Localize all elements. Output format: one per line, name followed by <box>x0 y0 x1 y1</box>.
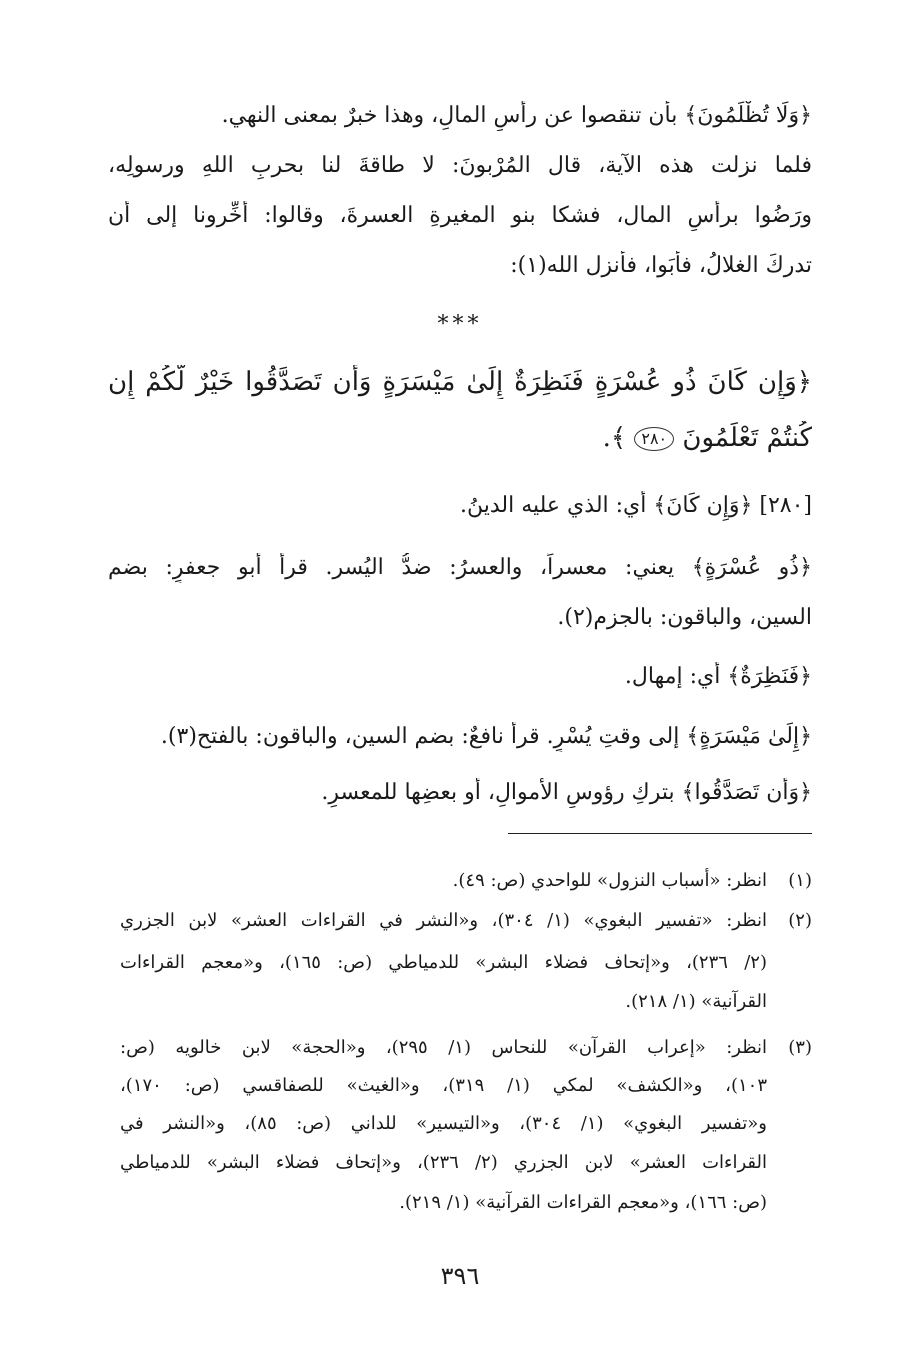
quran-verse-line-1: ﴿وَإِن كَانَ ذُو عُسْرَةٍ فَنَظِرَةٌ إِلَىٰ مَيْسَرَةٍ وَأَن تَصَدَّقُوا خَيْرٌ لَّكُمْ إِن <box>108 367 812 397</box>
body-line-9: ﴿إِلَىٰ مَيْسَرَةٍ﴾ إلى وقتِ يُسْرٍ. قرأ نافعٌ: بضم السين، والباقون: بالفتح(٣). <box>160 724 812 749</box>
body-line-8: ﴿فَنَظِرَةٌ﴾ أي: إمهال. <box>624 664 812 689</box>
footnote-number: (١) <box>788 870 812 891</box>
footnote-3-cont <box>120 1150 812 1176</box>
footnote-number: (٣) <box>788 1037 812 1058</box>
footnote-3-cont <box>120 1073 812 1099</box>
footnote-number: (٢) <box>788 910 812 931</box>
footnote-text: انظر: «أسباب النزول» للواحدي (ص: ٤٩). <box>452 870 767 891</box>
footnote-text: القراءات العشر» لابن الجزري (٢/ ٢٣٦)، و«إتحاف فضلاء البشر» للدمياطي <box>120 1152 768 1173</box>
footnote-text: انظر: «تفسير البغوي» (١/ ٣٠٤)، و«النشر في القراءات العشر» لابن الجزري <box>120 910 768 931</box>
footnote-text: (٢/ ٢٣٦)، و«إتحاف فضلاء البشر» للدمياطي (ص: ١٦٥)، و«معجم القراءات <box>120 952 767 973</box>
body-line-10: ﴿وَأَن تَصَدَّقُوا﴾ بتركِ رؤوسِ الأموالِ، أو بعضِها للمعسرِ. <box>321 780 812 805</box>
body-line-7: السين، والباقون: بالجزم(٢). <box>557 605 812 630</box>
footnote-text: ١٠٣)، و«الكشف» لمكي (١/ ٣١٩)، و«الغيث» للصفاقسي (ص: ١٧٠)، <box>120 1075 767 1096</box>
footnote-text: انظر: «إعراب القرآن» للنحاس (١/ ٢٩٥)، و«الحجة» لابن خالويه (ص: <box>120 1037 767 1058</box>
body-line-2: فلما نزلت هذه الآية، قال المُرْبونَ: لا طاقةَ لنا بحربِ اللهِ ورسولِه، <box>108 153 812 178</box>
footnote-text: القرآنية» (١/ ٢١٨). <box>625 991 767 1012</box>
footnote-2-cont <box>120 989 812 1015</box>
body-line-3: ورَضُوا برأسِ المال، فشكا بنو المغيرةِ العسرةَ، وقالوا: أَخِّرونا إلى أن <box>108 203 812 228</box>
quran-verse-text: كُنتُمْ تَعْلَمُونَ <box>682 423 812 453</box>
quran-verse-close: ﴾. <box>602 423 627 453</box>
footnote-3-cont <box>120 1190 812 1216</box>
page-number: ٣٩٦ <box>440 1262 480 1290</box>
body-line-6: ﴿ذُو عُسْرَةٍ﴾ يعني: معسراً، والعسرُ: ضدُّ اليُسر. قرأ أبو جعفرٍ: بضم <box>108 555 812 580</box>
footnote-text: و«تفسير البغوي» (١/ ٣٠٤)، و«التيسير» للداني (ص: ٨٥)، و«النشر في <box>120 1113 767 1134</box>
ayah-number-marker: ٢٨٠ <box>634 427 674 451</box>
footnote-3 <box>120 1035 812 1061</box>
footnote-2 <box>120 908 812 934</box>
footnote-1 <box>120 868 812 894</box>
section-divider-stars: *** <box>437 312 483 337</box>
footnote-2-cont <box>120 950 812 976</box>
body-line-5: [٢٨٠] ﴿وَإِن كَانَ﴾ أي: الذي عليه الدينُ. <box>460 493 812 518</box>
body-line-4: تدركَ الغلالُ، فأَبَوا، فأنزل الله(١): <box>510 253 812 278</box>
body-line-1: ﴿وَلَا تُظْلَمُونَ﴾ بأن تنقصوا عن رأسِ المالِ، وهذا خبرٌ بمعنى النهي. <box>221 103 812 128</box>
footnote-3-cont <box>120 1111 812 1137</box>
quran-verse-line-2 <box>108 421 812 455</box>
footnote-separator <box>508 833 812 834</box>
footnote-text: (ص: ١٦٦)، و«معجم القراءات القرآنية» (١/ ٢١٩). <box>399 1192 767 1213</box>
